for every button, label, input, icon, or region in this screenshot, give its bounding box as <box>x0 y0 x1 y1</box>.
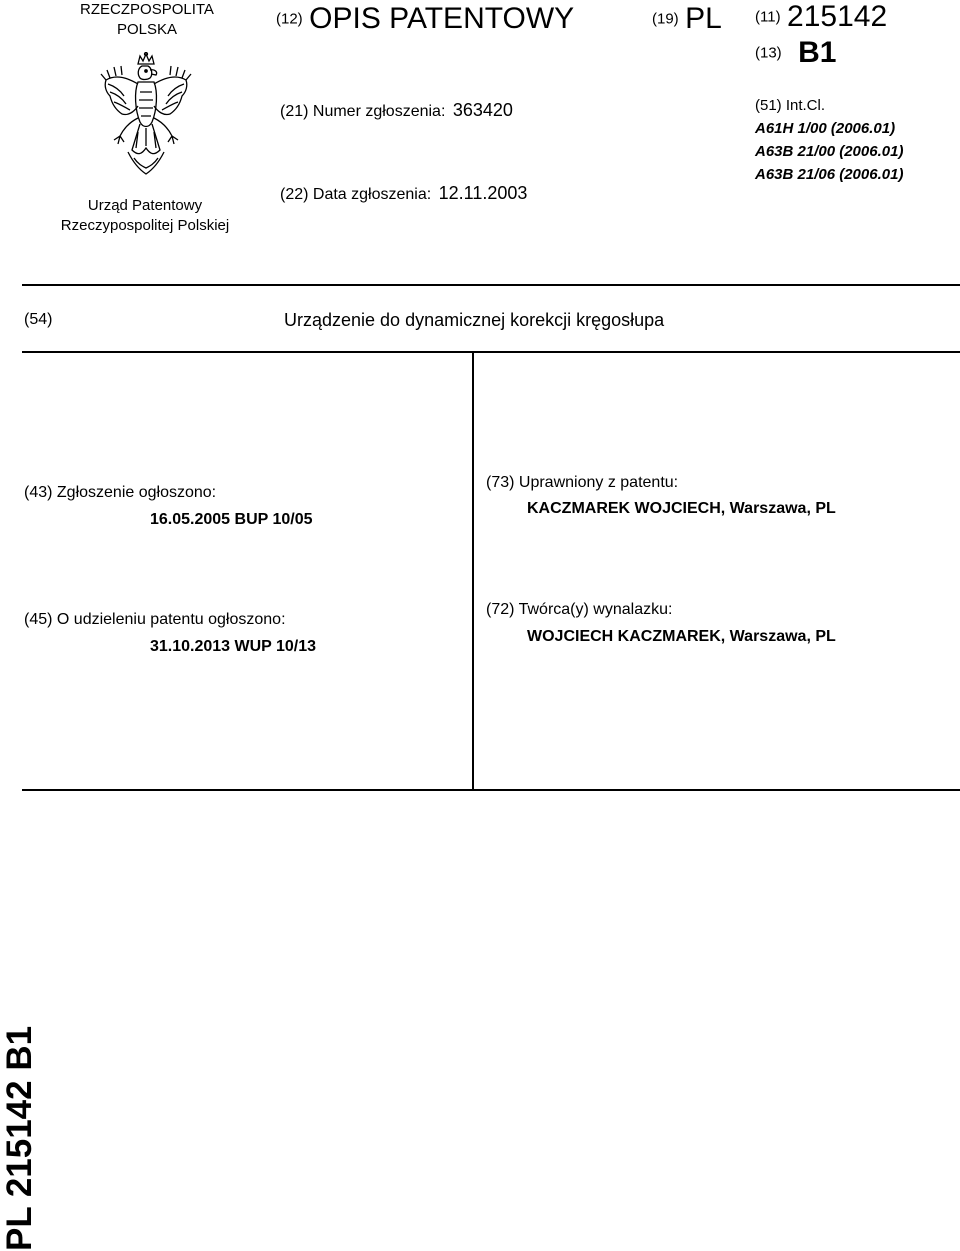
proprietor-label: (73) Uprawniony z patentu: <box>486 474 679 491</box>
grant-published-label: (45) O udzieleniu patentu ogłoszono: <box>24 611 286 628</box>
application-number-value: 363420 <box>452 100 513 120</box>
polish-eagle-emblem <box>98 52 194 180</box>
divider-bottom <box>22 789 960 791</box>
application-number <box>280 100 513 121</box>
country-code-value: PL <box>685 2 722 35</box>
kind-code-value: B1 <box>798 36 837 69</box>
side-label: PL 215142 B1 <box>0 1025 39 1251</box>
side-label-container <box>0 1009 40 1251</box>
filing-date-value: 12.11.2003 <box>438 183 528 203</box>
inventor-label: (72) Twórca(y) wynalazku: <box>486 601 673 618</box>
application-number-label: (21) Numer zgłoszenia: <box>280 103 446 120</box>
int-cl-class-1: A61H 1/00 (2006.01) <box>755 120 896 137</box>
office-name: Urząd Patentowy Rzeczypospolitej Polskiej <box>60 197 230 234</box>
int-cl-class-2: A63B 21/00 (2006.01) <box>755 143 904 160</box>
filing-date <box>280 183 527 204</box>
kind-code <box>755 36 837 70</box>
title-code: (54) <box>24 311 53 328</box>
patent-number-code: (11) <box>755 8 781 26</box>
document-type <box>276 2 574 36</box>
country-code-label: (19) <box>652 10 679 28</box>
patent-number-value: 215142 <box>787 0 888 33</box>
patent-number <box>755 0 887 34</box>
inventor-value: WOJCIECH KACZMAREK, Warszawa, PL <box>527 628 836 645</box>
filing-date-label: (22) Data zgłoszenia: <box>280 186 432 203</box>
divider-vertical <box>472 352 474 790</box>
office-country: RZECZPOSPOLITA POLSKA <box>80 1 214 38</box>
document-type-code: (12) <box>276 10 303 28</box>
grant-published-value: 31.10.2013 WUP 10/13 <box>150 638 317 655</box>
application-published-value: 16.05.2005 BUP 10/05 <box>150 511 313 528</box>
proprietor-value: KACZMAREK WOJCIECH, Warszawa, PL <box>527 500 836 517</box>
application-published-label: (43) Zgłoszenie ogłoszono: <box>24 484 217 501</box>
divider-top <box>22 284 960 286</box>
document-type-text: OPIS PATENTOWY <box>309 2 575 35</box>
country-code <box>652 2 722 36</box>
title-text: Urządzenie do dynamicznej korekcji kręgosłupa <box>284 310 665 330</box>
kind-code-label: (13) <box>755 44 782 62</box>
divider-title <box>22 351 960 353</box>
int-cl-label: (51) Int.Cl. <box>755 97 826 114</box>
int-cl-class-3: A63B 21/06 (2006.01) <box>755 166 904 183</box>
